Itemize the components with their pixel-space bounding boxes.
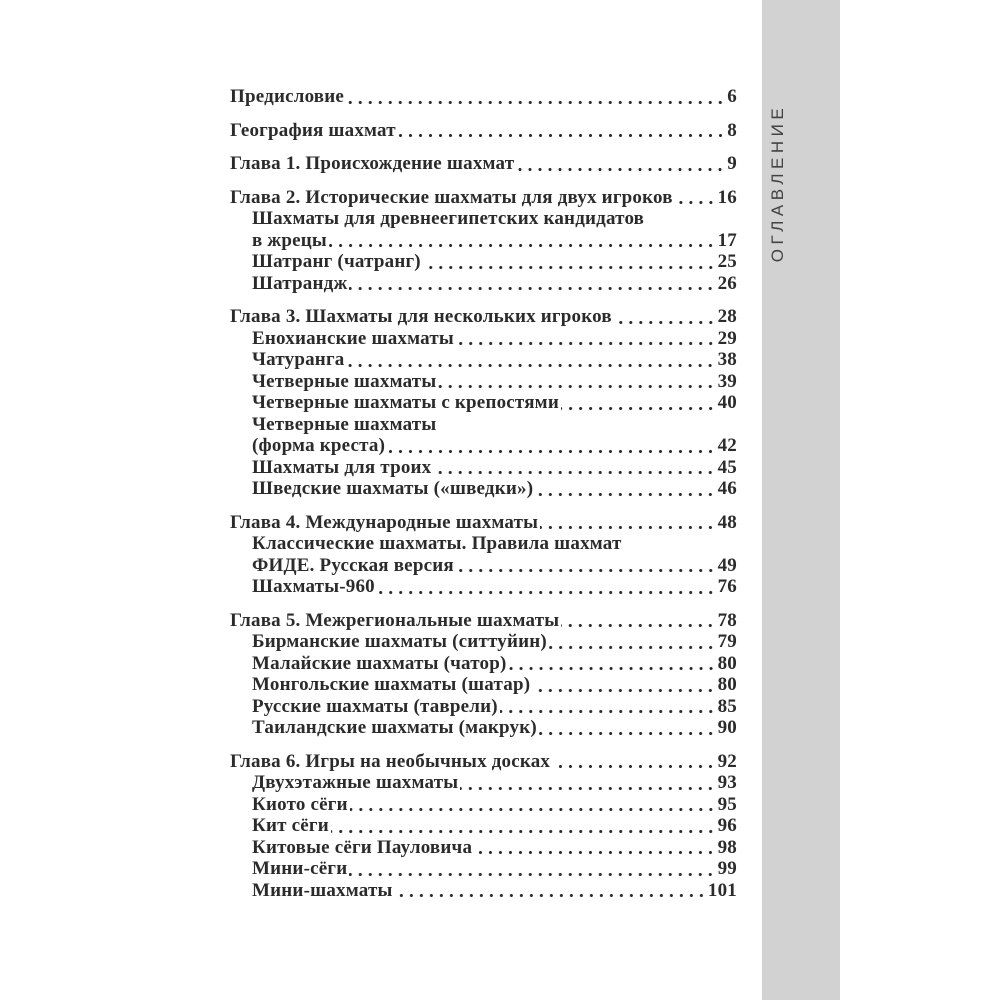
- dot-leader: [540, 512, 717, 534]
- toc-entry-title: Двухэтажные шахматы: [252, 772, 459, 793]
- toc-entry-line: [252, 349, 737, 371]
- toc-entry-page-number: 96: [717, 815, 737, 836]
- toc-entry-title: Малайские шахматы (чатор): [252, 652, 507, 674]
- toc-entry-title: Шахматы для древнеегипетских кандидатов: [252, 208, 645, 229]
- toc-entry-line: [230, 306, 737, 328]
- toc-entry-line: [252, 533, 737, 555]
- toc-entry-chapter: [230, 120, 737, 142]
- dot-leader: [675, 187, 718, 209]
- toc-entry-page-number: 48: [717, 511, 737, 533]
- dot-leader: [539, 717, 718, 739]
- toc-entry-page-number: 29: [717, 327, 737, 349]
- toc-entry-title: Шатрандж: [252, 272, 348, 294]
- chapter-tab-label: ОГЛАВЛЕНИЕ: [768, 103, 787, 263]
- toc-entry-chapter: [230, 512, 737, 534]
- dot-leader: [460, 772, 717, 794]
- dot-leader: [561, 610, 717, 632]
- toc-entry-line: [252, 772, 737, 794]
- toc-entry-line: [252, 478, 737, 500]
- toc-entry-line: [252, 858, 737, 880]
- toc-entry-chapter: [230, 187, 737, 209]
- toc-entry-sub: [230, 837, 737, 859]
- toc-entry-sub: [230, 631, 737, 653]
- toc-entry-chapter: [230, 610, 737, 632]
- toc-entry-line: [252, 696, 737, 718]
- toc-entry-title: Глава 5. Межрегиональные шахматы: [230, 609, 560, 631]
- toc-entry-page-number: 25: [717, 251, 737, 272]
- toc-entry-page-number: 99: [717, 858, 737, 879]
- toc-entry-sub: [230, 794, 737, 816]
- toc-entry-line: [252, 251, 737, 273]
- dot-leader: [474, 837, 717, 859]
- toc-entry-line: [252, 414, 737, 436]
- toc-entry-sub: [230, 457, 737, 479]
- toc-entry-page-number: 45: [717, 456, 737, 478]
- toc-entry-title: Глава 4. Международные шахматы: [230, 511, 539, 533]
- toc-entry-page-number: 93: [717, 772, 737, 793]
- toc-entry-page-number: 9: [727, 153, 737, 174]
- toc-entry-title: ФИДЕ. Русская версия: [252, 554, 454, 576]
- toc-entry-sub: [230, 273, 737, 295]
- toc-entry-sub: [230, 392, 737, 414]
- chapter-tab-band: [762, 0, 840, 1000]
- toc-entry-chapter: [230, 306, 737, 328]
- dot-leader: [329, 230, 718, 252]
- toc-entry-title: Глава 1. Происхождение шахмат: [230, 153, 515, 174]
- dot-leader: [398, 120, 728, 142]
- toc-entry-sub: [230, 251, 737, 273]
- toc-entry-page-number: 17: [717, 229, 737, 251]
- toc-entry-title: Бирманские шахматы (ситтуйин): [252, 631, 547, 652]
- toc-entry-page-number: 98: [717, 836, 737, 858]
- toc-entry-page-number: 26: [717, 272, 737, 294]
- toc-entry-title: Четверные шахматы: [252, 413, 437, 435]
- dot-leader: [500, 696, 718, 718]
- dot-leader: [614, 306, 718, 328]
- dot-leader: [535, 478, 717, 500]
- toc-entry-page-number: 90: [717, 717, 737, 738]
- toc-entry-chapter: [230, 86, 737, 108]
- toc-entry-title: Мини-шахматы: [252, 879, 393, 901]
- toc-entry-page-number: 80: [717, 652, 737, 674]
- toc-entry-title: Енохианские шахматы: [252, 327, 454, 349]
- toc-entry-title: Русские шахматы (таврели): [252, 695, 498, 717]
- toc-entry-line: [252, 794, 737, 816]
- toc-entry-page-number: 95: [717, 793, 737, 815]
- toc-entry-sub: [230, 772, 737, 794]
- toc-entry-sub: [230, 328, 737, 350]
- dot-leader: [387, 435, 717, 457]
- toc-entry-line: [252, 576, 737, 598]
- toc-entry-page-number: 79: [717, 631, 737, 652]
- toc-entry-line: [252, 435, 737, 457]
- toc-entry-line: [252, 880, 737, 902]
- toc-entry-title: Глава 3. Шахматы для нескольких игроков: [230, 306, 612, 327]
- toc-entry-title: Чатуранга: [252, 349, 345, 370]
- toc-entry-title: Четверные шахматы с крепостями: [252, 392, 559, 413]
- dot-leader: [549, 631, 718, 653]
- toc-entry-title: Глава 6. Игры на необычных досках: [230, 750, 551, 772]
- toc-entry-page-number: 39: [717, 370, 737, 392]
- toc-entry-title: География шахмат: [230, 119, 396, 141]
- toc-entry-page-number: 16: [717, 186, 737, 208]
- toc-entry-line: [252, 555, 737, 577]
- dot-leader: [331, 815, 718, 837]
- toc-entry-title: в жрецы: [252, 229, 327, 251]
- dot-leader: [349, 858, 717, 880]
- toc-entry-title: Таиландские шахматы (макрук): [252, 717, 537, 738]
- toc-entry-title: Мини-сёги: [252, 858, 348, 879]
- toc-entry-line: [252, 674, 737, 696]
- toc-entry-line: [252, 653, 737, 675]
- dot-leader: [395, 880, 708, 902]
- toc-entry-title: Киото сёги: [252, 793, 348, 815]
- dot-leader: [438, 371, 717, 393]
- toc-entry-line: [230, 120, 737, 142]
- toc-entry-title: (форма креста): [252, 435, 386, 456]
- toc-entry-chapter: [230, 153, 737, 175]
- toc-entry-line: [252, 717, 737, 739]
- dot-leader: [349, 273, 717, 295]
- toc-entry-page-number: 49: [717, 554, 737, 576]
- toc-entry-line: [252, 328, 737, 350]
- toc-entry-sub: [230, 815, 737, 837]
- toc-entry-line: [230, 153, 737, 175]
- toc-entry-page-number: 6: [727, 86, 737, 107]
- toc-entry-title: Классические шахматы. Правила шахмат: [252, 533, 622, 554]
- toc-entry-page-number: 76: [717, 576, 737, 597]
- toc-entry-line: [252, 815, 737, 837]
- toc-entry-sub: [230, 674, 737, 696]
- toc-entry-sub: [230, 371, 737, 393]
- dot-leader: [509, 653, 718, 675]
- toc-entry-sub: [230, 858, 737, 880]
- toc-entry-sub: [230, 349, 737, 371]
- toc-entry-title: Шведские шахматы («шведки»): [252, 478, 534, 499]
- dot-leader: [433, 457, 717, 479]
- toc-entry-page-number: 80: [717, 674, 737, 695]
- dot-leader: [456, 328, 718, 350]
- toc-entry-line: [252, 230, 737, 252]
- toc-entry-page-number: 42: [717, 435, 737, 456]
- toc-entry-page-number: 46: [717, 478, 737, 499]
- toc-entry-title: Предисловие: [230, 86, 345, 107]
- toc-entry-line: [230, 187, 737, 209]
- dot-leader: [516, 153, 727, 175]
- toc-entry-sub: [230, 653, 737, 675]
- dot-leader: [423, 251, 718, 273]
- toc-entry-line: [230, 751, 737, 773]
- toc-entry-line: [252, 273, 737, 295]
- toc-entry-sub: [230, 880, 737, 902]
- toc-entry-title: Шатранг (чатранг): [252, 251, 421, 272]
- toc-entry-sub: [230, 696, 737, 718]
- toc-entry-title: Четверные шахматы: [252, 370, 437, 392]
- toc-entry-line: [252, 392, 737, 414]
- toc-entry-page-number: 101: [707, 879, 737, 901]
- dot-leader: [532, 674, 717, 696]
- toc-entry-line: [252, 631, 737, 653]
- toc-entry-title: Кит сёги: [252, 815, 329, 836]
- toc-entry-page-number: 92: [717, 750, 737, 772]
- toc-entry-page-number: 78: [717, 609, 737, 631]
- dot-leader: [456, 555, 718, 577]
- toc-entry-sub: [230, 208, 737, 251]
- toc-entry-line: [230, 610, 737, 632]
- dot-leader: [346, 349, 717, 371]
- toc-entry-sub: [230, 414, 737, 457]
- toc-list: [230, 86, 737, 901]
- dot-leader: [561, 392, 718, 414]
- toc-entry-chapter: [230, 751, 737, 773]
- dot-leader: [552, 751, 717, 773]
- toc-entry-page-number: 28: [717, 306, 737, 327]
- toc-entry-title: Шахматы-960: [252, 576, 375, 597]
- toc-entry-sub: [230, 533, 737, 576]
- toc-entry-line: [252, 837, 737, 859]
- toc-entry-line: [252, 208, 737, 230]
- toc-entry-sub: [230, 478, 737, 500]
- toc-entry-title: Китовые сёги Пауловича: [252, 836, 473, 858]
- toc-entry-line: [230, 86, 737, 108]
- toc-entry-line: [252, 457, 737, 479]
- toc-entry-page-number: 40: [717, 392, 737, 413]
- toc-entry-page-number: 8: [727, 119, 737, 141]
- toc-entry-page-number: 85: [717, 695, 737, 717]
- toc-entry-sub: [230, 717, 737, 739]
- dot-leader: [377, 576, 718, 598]
- toc-entry-title: Шахматы для троих: [252, 456, 432, 478]
- dot-leader: [350, 794, 718, 816]
- toc-entry-title: Глава 2. Исторические шахматы для двух игроков: [230, 186, 673, 208]
- toc-entry-sub: [230, 576, 737, 598]
- toc-entry-line: [230, 512, 737, 534]
- dot-leader: [346, 86, 727, 108]
- toc-entry-title: Монгольские шахматы (шатар): [252, 674, 531, 695]
- toc-entry-page-number: 38: [717, 349, 737, 370]
- toc-entry-line: [252, 371, 737, 393]
